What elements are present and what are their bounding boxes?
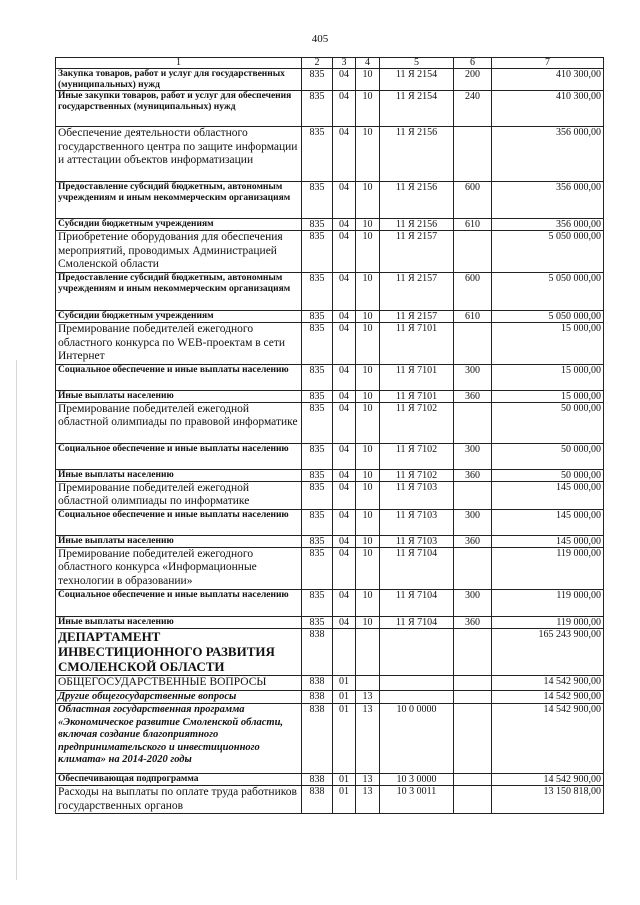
amount-cell: 145 000,00 bbox=[492, 509, 604, 535]
expense-type-cell: 200 bbox=[454, 69, 492, 91]
section-cell: 04 bbox=[333, 535, 356, 547]
table-row bbox=[56, 481, 604, 509]
section-cell: 04 bbox=[333, 402, 356, 443]
department-code-cell: 835 bbox=[302, 535, 333, 547]
section-cell: 01 bbox=[333, 675, 356, 690]
section-cell: 04 bbox=[333, 91, 356, 127]
subsection-cell: 10 bbox=[356, 469, 380, 481]
subsection-cell: 10 bbox=[356, 182, 380, 219]
amount-cell: 119 000,00 bbox=[492, 589, 604, 616]
amount-cell: 50 000,00 bbox=[492, 402, 604, 443]
subsection-cell: 13 bbox=[356, 786, 380, 814]
amount-cell: 165 243 900,00 bbox=[492, 628, 604, 675]
amount-cell: 14 542 900,00 bbox=[492, 675, 604, 690]
table-row bbox=[56, 127, 604, 182]
target-article-cell: 11 Я 7104 bbox=[380, 589, 454, 616]
section-cell: 04 bbox=[333, 390, 356, 402]
table-row bbox=[56, 182, 604, 219]
target-article-cell bbox=[380, 628, 454, 675]
department-code-cell: 838 bbox=[302, 675, 333, 690]
department-code-cell: 835 bbox=[302, 509, 333, 535]
row-name-cell: Обеспечивающая подпрограмма bbox=[56, 774, 302, 786]
table-row bbox=[56, 219, 604, 231]
header-cell: 2 bbox=[302, 58, 333, 69]
department-code-cell: 838 bbox=[302, 786, 333, 814]
header-cell: 7 bbox=[492, 58, 604, 69]
header-cell: 5 bbox=[380, 58, 454, 69]
target-article-cell: 11 Я 2156 bbox=[380, 182, 454, 219]
table-row bbox=[56, 231, 604, 273]
department-code-cell: 838 bbox=[302, 774, 333, 786]
department-code-cell: 835 bbox=[302, 469, 333, 481]
amount-cell: 15 000,00 bbox=[492, 323, 604, 365]
section-cell: 04 bbox=[333, 481, 356, 509]
section-cell: 04 bbox=[333, 616, 356, 628]
department-code-cell: 835 bbox=[302, 589, 333, 616]
amount-cell: 5 050 000,00 bbox=[492, 273, 604, 311]
row-name-cell: Премирование победителей ежегодного областного конкурса по WEB-проектам в сети Интернет bbox=[56, 323, 302, 365]
target-article-cell: 11 Я 2157 bbox=[380, 311, 454, 323]
table-row bbox=[56, 364, 604, 390]
expense-type-cell: 360 bbox=[454, 469, 492, 481]
target-article-cell: 11 Я 7101 bbox=[380, 364, 454, 390]
table-row bbox=[56, 786, 604, 814]
department-code-cell: 835 bbox=[302, 219, 333, 231]
amount-cell: 5 050 000,00 bbox=[492, 231, 604, 273]
subsection-cell: 10 bbox=[356, 311, 380, 323]
amount-cell: 50 000,00 bbox=[492, 469, 604, 481]
amount-cell: 14 542 900,00 bbox=[492, 690, 604, 704]
section-cell: 01 bbox=[333, 690, 356, 704]
target-article-cell: 11 Я 7102 bbox=[380, 443, 454, 469]
row-name-cell: Предоставление субсидий бюджетным, автономным учреждениям и иным некоммерческим организациям bbox=[56, 182, 302, 219]
target-article-cell bbox=[380, 690, 454, 704]
target-article-cell: 11 Я 2156 bbox=[380, 127, 454, 182]
row-name-cell: Предоставление субсидий бюджетным, автономным учреждениям и иным некоммерческим организациям bbox=[56, 273, 302, 311]
subsection-cell: 10 bbox=[356, 616, 380, 628]
subsection-cell: 10 bbox=[356, 547, 380, 589]
amount-cell: 15 000,00 bbox=[492, 390, 604, 402]
expense-type-cell bbox=[454, 628, 492, 675]
subsection-cell: 13 bbox=[356, 690, 380, 704]
section-cell: 04 bbox=[333, 219, 356, 231]
budget-table bbox=[55, 57, 604, 814]
table-row bbox=[56, 402, 604, 443]
expense-type-cell: 610 bbox=[454, 311, 492, 323]
expense-type-cell: 600 bbox=[454, 182, 492, 219]
amount-cell: 5 050 000,00 bbox=[492, 311, 604, 323]
subsection-cell: 10 bbox=[356, 91, 380, 127]
section-cell: 04 bbox=[333, 311, 356, 323]
scan-margin-line bbox=[16, 360, 17, 880]
amount-cell: 13 150 818,00 bbox=[492, 786, 604, 814]
row-name-cell: Социальное обеспечение и иные выплаты населению bbox=[56, 364, 302, 390]
section-cell: 04 bbox=[333, 547, 356, 589]
amount-cell: 145 000,00 bbox=[492, 481, 604, 509]
amount-cell: 15 000,00 bbox=[492, 364, 604, 390]
subsection-cell: 13 bbox=[356, 704, 380, 774]
section-cell bbox=[333, 628, 356, 675]
target-article-cell: 11 Я 7101 bbox=[380, 323, 454, 365]
expense-type-cell bbox=[454, 127, 492, 182]
subsection-cell: 10 bbox=[356, 219, 380, 231]
row-name-cell: Иные закупки товаров, работ и услуг для обеспечения государственных (муниципальных) нужд bbox=[56, 91, 302, 127]
expense-type-cell: 300 bbox=[454, 364, 492, 390]
target-article-cell: 11 Я 2157 bbox=[380, 231, 454, 273]
amount-cell: 410 300,00 bbox=[492, 69, 604, 91]
header-cell: 6 bbox=[454, 58, 492, 69]
row-name-cell: Иные выплаты населению bbox=[56, 616, 302, 628]
department-code-cell: 835 bbox=[302, 273, 333, 311]
target-article-cell: 11 Я 7103 bbox=[380, 535, 454, 547]
row-name-cell: Иные выплаты населению bbox=[56, 390, 302, 402]
row-name-cell: Социальное обеспечение и иные выплаты населению bbox=[56, 509, 302, 535]
expense-type-cell bbox=[454, 231, 492, 273]
target-article-cell: 10 3 0011 bbox=[380, 786, 454, 814]
expense-type-cell: 610 bbox=[454, 219, 492, 231]
subsection-cell: 10 bbox=[356, 231, 380, 273]
row-name-cell: Приобретение оборудования для обеспечения мероприятий, проводимых Администрацией Смоленской области bbox=[56, 231, 302, 273]
row-name-cell: Иные выплаты населению bbox=[56, 469, 302, 481]
table-row bbox=[56, 69, 604, 91]
department-code-cell: 835 bbox=[302, 481, 333, 509]
table-row bbox=[56, 91, 604, 127]
row-name-cell: Социальное обеспечение и иные выплаты населению bbox=[56, 443, 302, 469]
department-code-cell: 835 bbox=[302, 91, 333, 127]
subsection-cell: 13 bbox=[356, 774, 380, 786]
target-article-cell: 11 Я 2157 bbox=[380, 273, 454, 311]
subsection-cell: 10 bbox=[356, 323, 380, 365]
amount-cell: 145 000,00 bbox=[492, 535, 604, 547]
expense-type-cell: 300 bbox=[454, 509, 492, 535]
expense-type-cell: 240 bbox=[454, 91, 492, 127]
amount-cell: 119 000,00 bbox=[492, 616, 604, 628]
section-cell: 04 bbox=[333, 323, 356, 365]
section-cell: 04 bbox=[333, 443, 356, 469]
expense-type-cell bbox=[454, 690, 492, 704]
row-name-cell: Обеспечение деятельности областного государственного центра по защите информации и аттестации объектов информатизации bbox=[56, 127, 302, 182]
row-name-cell: Премирование победителей ежегодной областной олимпиады по правовой информатике bbox=[56, 402, 302, 443]
target-article-cell: 11 Я 7101 bbox=[380, 390, 454, 402]
target-article-cell: 11 Я 7103 bbox=[380, 509, 454, 535]
section-cell: 04 bbox=[333, 273, 356, 311]
subsection-cell: 10 bbox=[356, 364, 380, 390]
row-name-cell: ДЕПАРТАМЕНТ ИНВЕСТИЦИОННОГО РАЗВИТИЯ СМОЛЕНСКОЙ ОБЛАСТИ bbox=[56, 628, 302, 675]
section-cell: 01 bbox=[333, 774, 356, 786]
table-row bbox=[56, 589, 604, 616]
expense-type-cell bbox=[454, 481, 492, 509]
amount-cell: 356 000,00 bbox=[492, 127, 604, 182]
section-cell: 04 bbox=[333, 69, 356, 91]
table-row bbox=[56, 616, 604, 628]
table-row bbox=[56, 469, 604, 481]
table-row bbox=[56, 273, 604, 311]
department-code-cell: 835 bbox=[302, 69, 333, 91]
target-article-cell: 10 3 0000 bbox=[380, 774, 454, 786]
table-row bbox=[56, 547, 604, 589]
department-code-cell: 838 bbox=[302, 690, 333, 704]
subsection-cell: 10 bbox=[356, 535, 380, 547]
department-code-cell: 835 bbox=[302, 231, 333, 273]
expense-type-cell bbox=[454, 402, 492, 443]
amount-cell: 50 000,00 bbox=[492, 443, 604, 469]
row-name-cell: Другие общегосударственные вопросы bbox=[56, 690, 302, 704]
expense-type-cell bbox=[454, 547, 492, 589]
amount-cell: 14 542 900,00 bbox=[492, 774, 604, 786]
expense-type-cell bbox=[454, 323, 492, 365]
department-code-cell: 835 bbox=[302, 390, 333, 402]
section-cell: 01 bbox=[333, 786, 356, 814]
department-code-cell: 835 bbox=[302, 547, 333, 589]
section-cell: 04 bbox=[333, 509, 356, 535]
department-code-cell: 835 bbox=[302, 127, 333, 182]
row-name-cell: Субсидии бюджетным учреждениям bbox=[56, 311, 302, 323]
target-article-cell: 11 Я 2156 bbox=[380, 219, 454, 231]
department-code-cell: 835 bbox=[302, 616, 333, 628]
expense-type-cell bbox=[454, 675, 492, 690]
row-name-cell: Расходы на выплаты по оплате труда работников государственных органов bbox=[56, 786, 302, 814]
target-article-cell: 10 0 0000 bbox=[380, 704, 454, 774]
row-name-cell: Субсидии бюджетным учреждениям bbox=[56, 219, 302, 231]
header-cell: 1 bbox=[56, 58, 302, 69]
subsection-cell: 10 bbox=[356, 273, 380, 311]
target-article-cell: 11 Я 2154 bbox=[380, 91, 454, 127]
expense-type-cell bbox=[454, 786, 492, 814]
expense-type-cell: 360 bbox=[454, 535, 492, 547]
amount-cell: 119 000,00 bbox=[492, 547, 604, 589]
subsection-cell: 10 bbox=[356, 402, 380, 443]
table-row bbox=[56, 509, 604, 535]
row-name-cell: Премирование победителей ежегодного областного конкурса «Информационные технологии в образовании» bbox=[56, 547, 302, 589]
section-cell: 04 bbox=[333, 182, 356, 219]
table-row bbox=[56, 311, 604, 323]
target-article-cell: 11 Я 7104 bbox=[380, 547, 454, 589]
table-row bbox=[56, 774, 604, 786]
table-header-row bbox=[56, 58, 604, 69]
department-code-cell: 835 bbox=[302, 402, 333, 443]
department-code-cell: 835 bbox=[302, 443, 333, 469]
subsection-cell: 10 bbox=[356, 443, 380, 469]
row-name-cell: Областная государственная программа «Экономическое развитие Смоленской области, включая создание благоприятного предпринимательского и инвестиционного климата» на 2014-2020 годы bbox=[56, 704, 302, 774]
department-code-cell: 838 bbox=[302, 704, 333, 774]
amount-cell: 356 000,00 bbox=[492, 219, 604, 231]
expense-type-cell bbox=[454, 774, 492, 786]
department-code-cell: 835 bbox=[302, 364, 333, 390]
target-article-cell: 11 Я 2154 bbox=[380, 69, 454, 91]
subsection-cell bbox=[356, 628, 380, 675]
header-cell: 4 bbox=[356, 58, 380, 69]
table-row bbox=[56, 628, 604, 675]
page-number: 405 bbox=[311, 33, 329, 45]
section-cell: 04 bbox=[333, 127, 356, 182]
subsection-cell bbox=[356, 675, 380, 690]
subsection-cell: 10 bbox=[356, 481, 380, 509]
department-code-cell: 835 bbox=[302, 323, 333, 365]
row-name-cell: Социальное обеспечение и иные выплаты населению bbox=[56, 589, 302, 616]
expense-type-cell: 600 bbox=[454, 273, 492, 311]
target-article-cell bbox=[380, 675, 454, 690]
expense-type-cell: 360 bbox=[454, 616, 492, 628]
subsection-cell: 10 bbox=[356, 69, 380, 91]
section-cell: 04 bbox=[333, 589, 356, 616]
table-row bbox=[56, 690, 604, 704]
table-row bbox=[56, 443, 604, 469]
row-name-cell: Премирование победителей ежегодной областной олимпиады по информатике bbox=[56, 481, 302, 509]
section-cell: 04 bbox=[333, 364, 356, 390]
section-cell: 04 bbox=[333, 469, 356, 481]
section-cell: 01 bbox=[333, 704, 356, 774]
subsection-cell: 10 bbox=[356, 127, 380, 182]
expense-type-cell: 300 bbox=[454, 589, 492, 616]
target-article-cell: 11 Я 7103 bbox=[380, 481, 454, 509]
amount-cell: 14 542 900,00 bbox=[492, 704, 604, 774]
expense-type-cell: 360 bbox=[454, 390, 492, 402]
target-article-cell: 11 Я 7102 bbox=[380, 402, 454, 443]
target-article-cell: 11 Я 7104 bbox=[380, 616, 454, 628]
amount-cell: 410 300,00 bbox=[492, 91, 604, 127]
row-name-cell: Иные выплаты населению bbox=[56, 535, 302, 547]
department-code-cell: 835 bbox=[302, 311, 333, 323]
subsection-cell: 10 bbox=[356, 390, 380, 402]
table-row bbox=[56, 323, 604, 365]
table-row bbox=[56, 704, 604, 774]
section-cell: 04 bbox=[333, 231, 356, 273]
table-row bbox=[56, 390, 604, 402]
table-row bbox=[56, 675, 604, 690]
header-cell: 3 bbox=[333, 58, 356, 69]
subsection-cell: 10 bbox=[356, 589, 380, 616]
subsection-cell: 10 bbox=[356, 509, 380, 535]
department-code-cell: 835 bbox=[302, 182, 333, 219]
expense-type-cell bbox=[454, 704, 492, 774]
target-article-cell: 11 Я 7102 bbox=[380, 469, 454, 481]
row-name-cell: ОБЩЕГОСУДАРСТВЕННЫЕ ВОПРОСЫ bbox=[56, 675, 302, 690]
amount-cell: 356 000,00 bbox=[492, 182, 604, 219]
table-row bbox=[56, 535, 604, 547]
expense-type-cell: 300 bbox=[454, 443, 492, 469]
row-name-cell: Закупка товаров, работ и услуг для государственных (муниципальных) нужд bbox=[56, 69, 302, 91]
department-code-cell: 838 bbox=[302, 628, 333, 675]
